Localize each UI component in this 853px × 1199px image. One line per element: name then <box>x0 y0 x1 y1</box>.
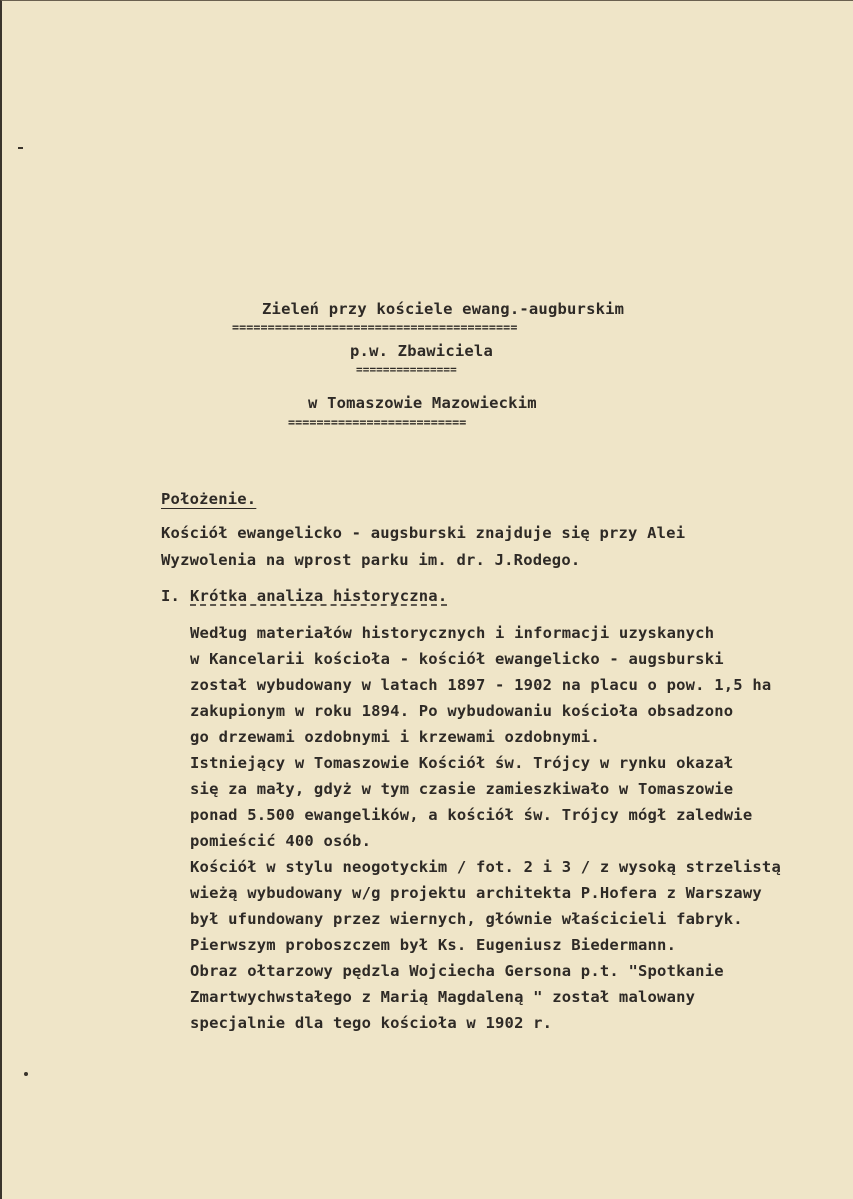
body-line: pomieścić 400 osób. <box>190 832 372 850</box>
location-line: Wyzwolenia na wprost parku im. dr. J.Rodego. <box>161 551 581 569</box>
body-line: specjalnie dla tego kościoła w 1902 r. <box>190 1014 553 1032</box>
section-number: I. <box>161 587 181 605</box>
body-line: ponad 5.500 ewangelików, a kościół św. Trójcy mógł zaledwie <box>190 806 753 824</box>
title-rule-1: ======================================== <box>232 322 518 333</box>
body-line: Kościół w stylu neogotyckim / fot. 2 i 3 / z wysoką strzelistą <box>190 858 781 876</box>
body-line: Zmartwychwstałego z Marią Magdaleną " został malowany <box>190 988 696 1006</box>
title-rule-2: =============== <box>356 364 457 375</box>
margin-tick <box>18 147 23 149</box>
body-line: zakupionym w roku 1894. Po wybudowaniu kościoła obsadzono <box>190 702 734 720</box>
body-line: Pierwszym proboszczem był Ks. Eugeniusz Biedermann. <box>190 936 677 954</box>
title-line-2: p.w. Zbawiciela <box>350 342 493 360</box>
section-heading: Krótka analiza historyczna. <box>190 587 448 605</box>
body-line: był ufundowany przez wiernych, głównie właścicieli fabryk. <box>190 910 743 928</box>
body-line: został wybudowany w latach 1897 - 1902 na placu o pow. 1,5 ha <box>190 676 772 694</box>
body-line: Istniejący w Tomaszowie Kościół św. Trójcy w rynku okazał <box>190 754 734 772</box>
location-heading: Położenie. <box>161 490 257 508</box>
body-line: Według materiałów historycznych i informacji uzyskanych <box>190 624 715 642</box>
body-line: w Kancelarii kościoła - kościół ewangelicko - augsburski <box>190 650 724 668</box>
body-line: go drzewami ozdobnymi i krzewami ozdobnymi. <box>190 728 600 746</box>
body-line: wieżą wybudowany w/g projektu architekta P.Hofera z Warszawy <box>190 884 762 902</box>
body-line: się za mały, gdyż w tym czasie zamieszkiwało w Tomaszowie <box>190 780 734 798</box>
body-line: Obraz ołtarzowy pędzla Wojciecha Gersona p.t. "Spotkanie <box>190 962 724 980</box>
location-line: Kościół ewangelicko - augsburski znajduje się przy Alei <box>161 524 686 542</box>
margin-tick <box>24 1072 28 1076</box>
title-line-1: Zieleń przy kościele ewang.-augburskim <box>262 300 625 318</box>
title-line-3: w Tomaszowie Mazowieckim <box>308 394 537 412</box>
title-rule-3: ========================= <box>288 417 467 428</box>
